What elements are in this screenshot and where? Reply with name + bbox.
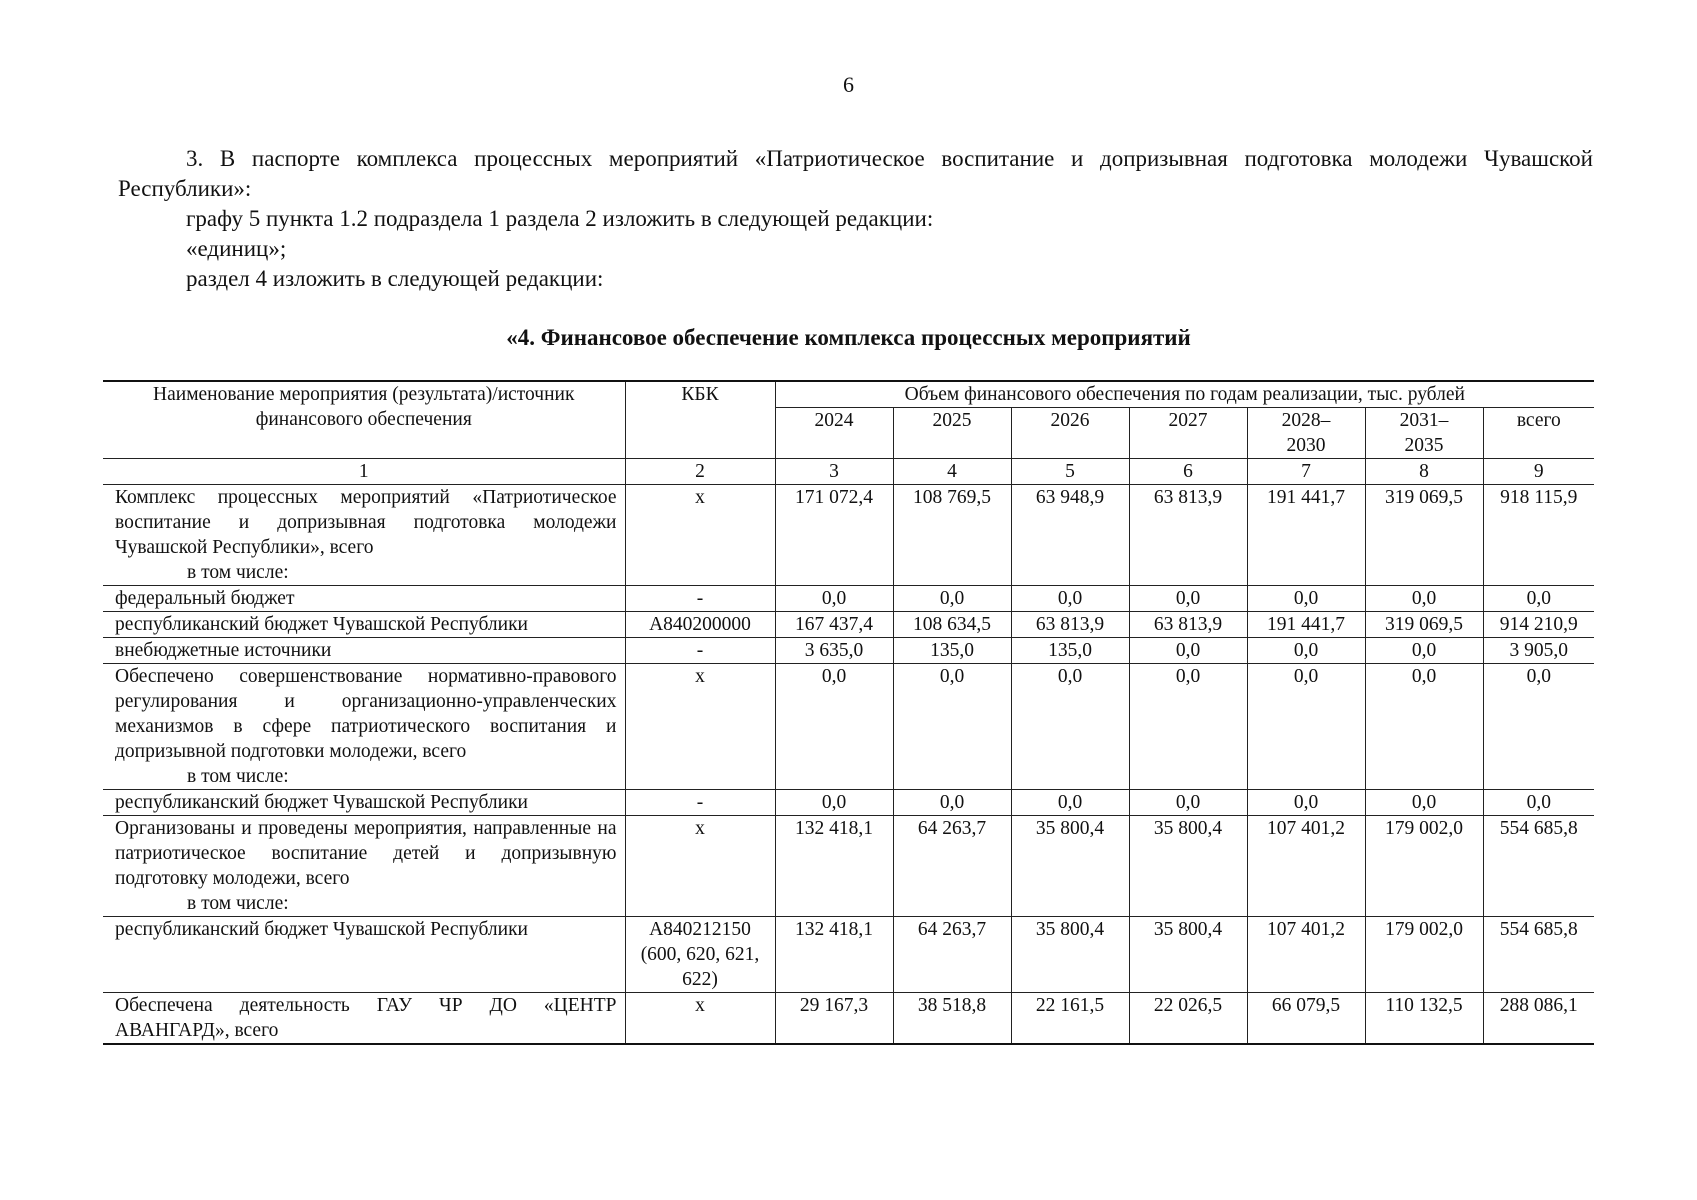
row-name: Организованы и проведены мероприятия, направленные на патриотическое воспитание детей и допризывную подготовку молодежи, всего bbox=[115, 818, 617, 889]
row-name-cell bbox=[103, 993, 625, 1045]
row-name: республиканский бюджет Чувашской Республики bbox=[115, 792, 528, 813]
row-year-value: 0,0 bbox=[1011, 586, 1129, 612]
row-kbk: - bbox=[625, 638, 775, 664]
row-year-value: 319 069,5 bbox=[1365, 612, 1483, 638]
row-year-value: 63 813,9 bbox=[1129, 485, 1247, 586]
row-year-value: 132 418,1 bbox=[775, 816, 893, 917]
row-year-value: 66 079,5 bbox=[1247, 993, 1365, 1045]
row-total-value: 554 685,8 bbox=[1483, 816, 1594, 917]
row-year-value: 179 002,0 bbox=[1365, 816, 1483, 917]
table-row bbox=[103, 790, 1594, 816]
row-year-value: 35 800,4 bbox=[1129, 816, 1247, 917]
row-year-value: 0,0 bbox=[1247, 790, 1365, 816]
row-year-value: 171 072,4 bbox=[775, 485, 893, 586]
row-year-value: 132 418,1 bbox=[775, 917, 893, 993]
table-row bbox=[103, 586, 1594, 612]
row-year-value: 0,0 bbox=[1247, 586, 1365, 612]
table-row bbox=[103, 664, 1594, 790]
row-year-value: 38 518,8 bbox=[893, 993, 1011, 1045]
row-subtitle: в том числе: bbox=[187, 562, 289, 583]
row-year-value: 0,0 bbox=[1365, 586, 1483, 612]
header-name: Наименование мероприятия (результата)/источник финансового обеспечения bbox=[103, 381, 625, 459]
row-name: Обеспечена деятельность ГАУ ЧР ДО «ЦЕНТР АВАНГАРД», всего bbox=[115, 995, 617, 1041]
row-year-value: 3 635,0 bbox=[775, 638, 893, 664]
row-year-value: 108 769,5 bbox=[893, 485, 1011, 586]
row-year-value: 63 813,9 bbox=[1011, 612, 1129, 638]
intro-paragraph-4: раздел 4 изложить в следующей редакции: bbox=[186, 266, 604, 291]
row-name: республиканский бюджет Чувашской Республики bbox=[115, 614, 528, 635]
row-year-value: 64 263,7 bbox=[893, 917, 1011, 993]
row-name-cell bbox=[103, 816, 625, 917]
table-row bbox=[103, 485, 1594, 586]
row-total-value: 0,0 bbox=[1483, 664, 1594, 790]
row-kbk: А840212150 (600, 620, 621, 622) bbox=[625, 917, 775, 993]
column-numbers-row bbox=[103, 459, 1594, 485]
row-kbk: x bbox=[625, 485, 775, 586]
header-kbk: КБК bbox=[625, 381, 775, 459]
row-name-cell bbox=[103, 485, 625, 586]
row-year-value: 35 800,4 bbox=[1129, 917, 1247, 993]
row-year-value: 0,0 bbox=[775, 586, 893, 612]
intro-text bbox=[118, 144, 1593, 294]
row-year-value: 0,0 bbox=[1247, 664, 1365, 790]
page-number: 6 bbox=[843, 72, 854, 97]
table-row bbox=[103, 612, 1594, 638]
row-year-value: 179 002,0 bbox=[1365, 917, 1483, 993]
row-year-value: 0,0 bbox=[775, 790, 893, 816]
row-year-value: 0,0 bbox=[1247, 638, 1365, 664]
row-name: Обеспечено совершенствование нормативно-правового регулирования и организационно-управленческих механизмов в сфере патриотического воспитания и допризывной подготовки молодежи, всего bbox=[115, 666, 617, 762]
row-kbk: А840200000 bbox=[625, 612, 775, 638]
column-number: 6 bbox=[1129, 459, 1247, 485]
row-year-value: 0,0 bbox=[1365, 638, 1483, 664]
column-number: 4 bbox=[893, 459, 1011, 485]
row-total-value: 0,0 bbox=[1483, 586, 1594, 612]
row-kbk: - bbox=[625, 586, 775, 612]
row-year-value: 63 813,9 bbox=[1129, 612, 1247, 638]
column-number: 2 bbox=[625, 459, 775, 485]
row-year-value: 64 263,7 bbox=[893, 816, 1011, 917]
row-total-value: 918 115,9 bbox=[1483, 485, 1594, 586]
row-kbk: x bbox=[625, 816, 775, 917]
row-year-value: 63 948,9 bbox=[1011, 485, 1129, 586]
row-name-cell bbox=[103, 790, 625, 816]
row-year-value: 35 800,4 bbox=[1011, 917, 1129, 993]
section-title: «4. Финансовое обеспечение комплекса процессных мероприятий bbox=[506, 325, 1191, 350]
row-total-value: 3 905,0 bbox=[1483, 638, 1594, 664]
row-year-value: 0,0 bbox=[1129, 664, 1247, 790]
row-year-value: 0,0 bbox=[893, 664, 1011, 790]
row-total-value: 554 685,8 bbox=[1483, 917, 1594, 993]
row-name: федеральный бюджет bbox=[115, 588, 295, 609]
row-name-cell bbox=[103, 917, 625, 993]
row-year-value: 0,0 bbox=[893, 790, 1011, 816]
column-number: 7 bbox=[1247, 459, 1365, 485]
row-name-cell bbox=[103, 664, 625, 790]
row-year-value: 135,0 bbox=[1011, 638, 1129, 664]
header-total: всего bbox=[1483, 408, 1594, 459]
row-year-value: 107 401,2 bbox=[1247, 917, 1365, 993]
column-number: 8 bbox=[1365, 459, 1483, 485]
row-name: Комплекс процессных мероприятий «Патриотическое воспитание и допризывная подготовка молодежи Чувашской Республики», всего bbox=[115, 487, 617, 558]
header-year: 2028–2030 bbox=[1247, 408, 1365, 459]
row-year-value: 135,0 bbox=[893, 638, 1011, 664]
table-row bbox=[103, 816, 1594, 917]
intro-paragraph-3: «единиц»; bbox=[186, 236, 287, 261]
column-number: 3 bbox=[775, 459, 893, 485]
row-year-value: 0,0 bbox=[1365, 664, 1483, 790]
column-number: 5 bbox=[1011, 459, 1129, 485]
financing-table bbox=[103, 380, 1594, 1045]
row-name-cell bbox=[103, 612, 625, 638]
header-volume: Объем финансового обеспечения по годам реализации, тыс. рублей bbox=[775, 381, 1594, 408]
row-total-value: 914 210,9 bbox=[1483, 612, 1594, 638]
row-kbk: - bbox=[625, 790, 775, 816]
row-kbk: x bbox=[625, 664, 775, 790]
row-year-value: 0,0 bbox=[893, 586, 1011, 612]
row-year-value: 0,0 bbox=[1129, 638, 1247, 664]
row-year-value: 0,0 bbox=[1129, 586, 1247, 612]
row-name: республиканский бюджет Чувашской Республики bbox=[115, 919, 528, 940]
header-year: 2025 bbox=[893, 408, 1011, 459]
row-year-value: 22 026,5 bbox=[1129, 993, 1247, 1045]
row-year-value: 0,0 bbox=[1011, 664, 1129, 790]
header-year: 2026 bbox=[1011, 408, 1129, 459]
table-header-row bbox=[103, 381, 1594, 408]
row-kbk: x bbox=[625, 993, 775, 1045]
row-name-cell bbox=[103, 638, 625, 664]
row-name-cell bbox=[103, 586, 625, 612]
row-year-value: 29 167,3 bbox=[775, 993, 893, 1045]
row-year-value: 22 161,5 bbox=[1011, 993, 1129, 1045]
row-year-value: 0,0 bbox=[775, 664, 893, 790]
row-total-value: 0,0 bbox=[1483, 790, 1594, 816]
row-year-value: 0,0 bbox=[1011, 790, 1129, 816]
row-year-value: 191 441,7 bbox=[1247, 485, 1365, 586]
row-year-value: 0,0 bbox=[1129, 790, 1247, 816]
row-total-value: 288 086,1 bbox=[1483, 993, 1594, 1045]
row-name: внебюджетные источники bbox=[115, 640, 332, 661]
header-year: 2031–2035 bbox=[1365, 408, 1483, 459]
row-year-value: 107 401,2 bbox=[1247, 816, 1365, 917]
row-year-value: 110 132,5 bbox=[1365, 993, 1483, 1045]
column-number: 1 bbox=[103, 459, 625, 485]
header-year: 2027 bbox=[1129, 408, 1247, 459]
table-row bbox=[103, 993, 1594, 1045]
intro-paragraph-2: графу 5 пункта 1.2 подраздела 1 раздела 2 изложить в следующей редакции: bbox=[186, 206, 934, 231]
row-year-value: 191 441,7 bbox=[1247, 612, 1365, 638]
header-year: 2024 bbox=[775, 408, 893, 459]
row-year-value: 167 437,4 bbox=[775, 612, 893, 638]
intro-paragraph-1: 3. В паспорте комплекса процессных мероприятий «Патриотическое воспитание и допризывная подготовка молодежи Чувашской Республики»: bbox=[118, 146, 1593, 201]
row-subtitle: в том числе: bbox=[187, 766, 289, 787]
table-row bbox=[103, 917, 1594, 993]
row-year-value: 0,0 bbox=[1365, 790, 1483, 816]
row-year-value: 319 069,5 bbox=[1365, 485, 1483, 586]
row-subtitle: в том числе: bbox=[187, 893, 289, 914]
table-row bbox=[103, 638, 1594, 664]
column-number: 9 bbox=[1483, 459, 1594, 485]
row-year-value: 35 800,4 bbox=[1011, 816, 1129, 917]
row-year-value: 108 634,5 bbox=[893, 612, 1011, 638]
